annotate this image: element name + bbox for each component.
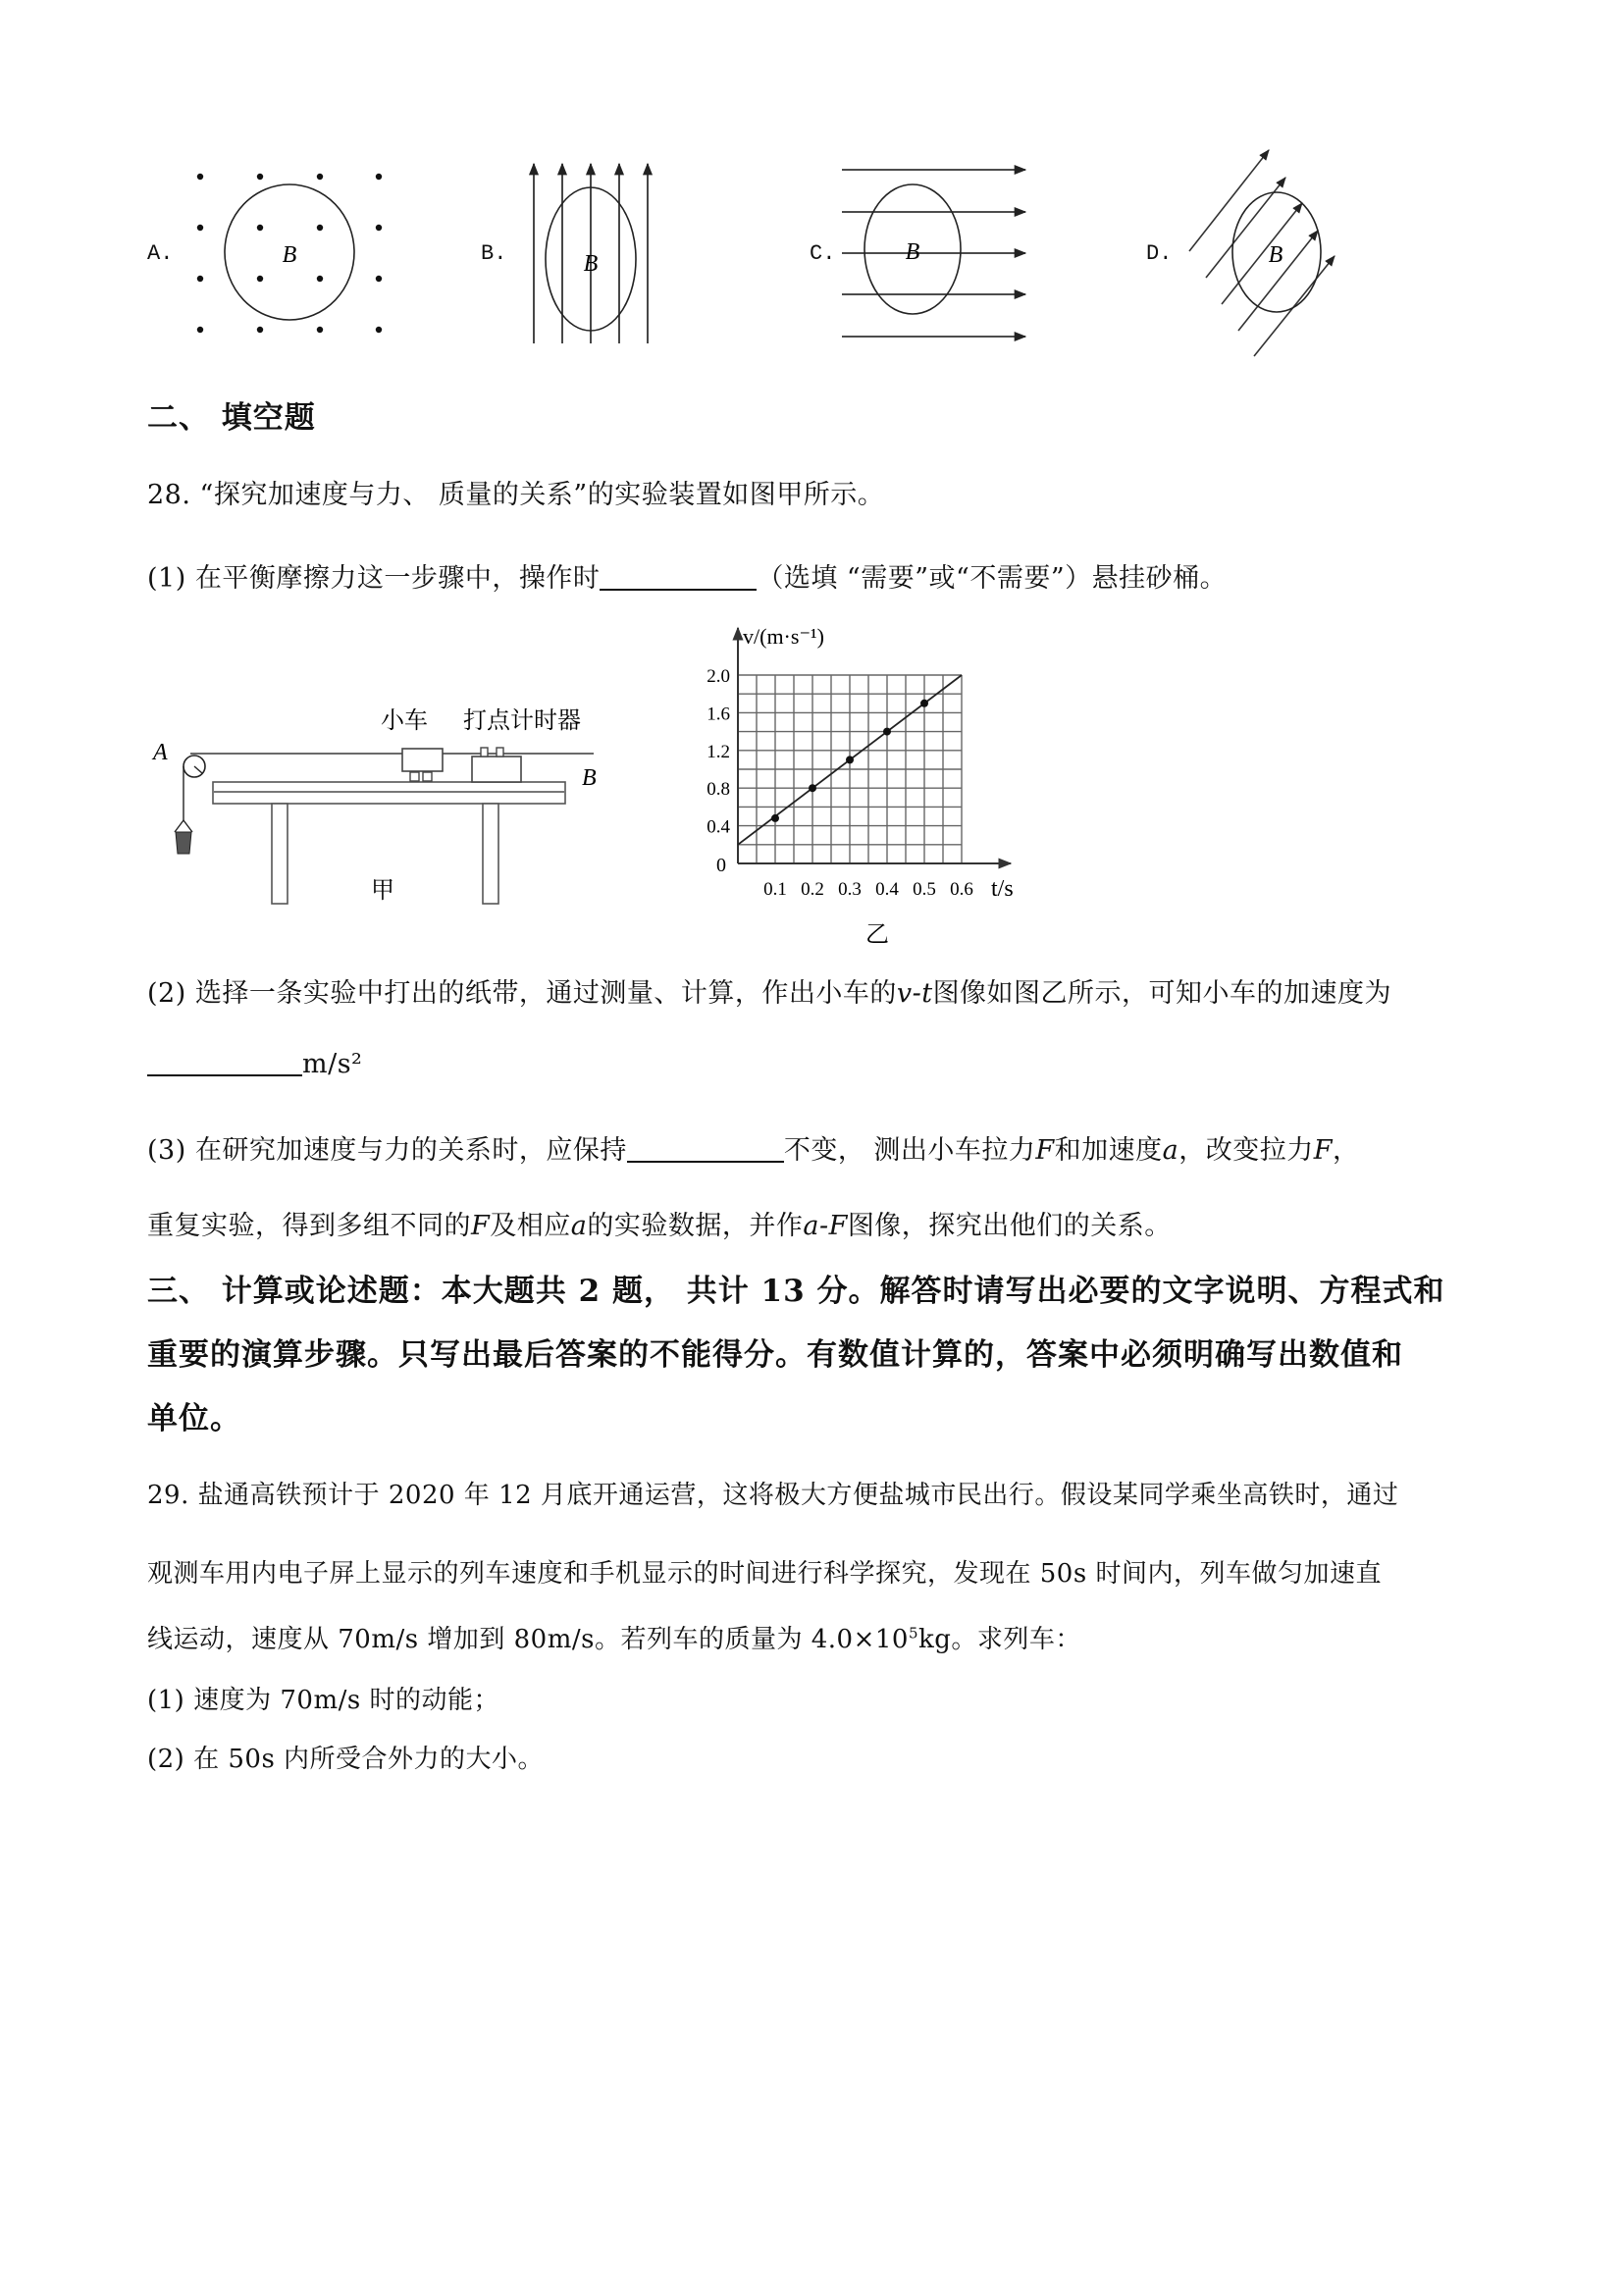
q28-part2-text-b: 图像如图乙所示，可知小车的加速度为 [932, 978, 1392, 1009]
q28-part1-text-b: （选填 “需要”或“不需要”）悬挂砂桶。 [757, 563, 1228, 594]
q28-stem: 28. “探究加速度与力、 质量的关系”的实验装置如图甲所示。 [147, 480, 885, 510]
q29-line2: 观测车用内电子屏上显示的列车速度和手机显示的时间进行科学探究，发现在 50s 时间内，列车做匀加速直 [147, 1559, 1382, 1589]
option-b-label: B. [481, 241, 507, 266]
x-tick-label: 0.6 [950, 879, 973, 900]
option-c-diagram [834, 157, 1060, 353]
symbol-f: F [1035, 1135, 1055, 1166]
x-tick-label: 0.1 [763, 879, 787, 900]
symbol-f: F [1313, 1135, 1333, 1166]
label-cart: 小车 [381, 708, 428, 734]
q29-line3 [147, 1619, 1081, 1655]
q29-line1: 29. 盐通高铁预计于 2020 年 12 月底开通运营，这将极大方便盐城市民出行。假设某同学乘坐高铁时，通过 [147, 1481, 1399, 1510]
q28-part2-answer [147, 1048, 362, 1079]
q28-part3-text-d: ，改变拉力 [1178, 1135, 1314, 1166]
y-tick-label: 0.8 [707, 779, 730, 801]
q28-part3-text-e: ， [1333, 1135, 1360, 1166]
q28-part3-line2 [147, 1204, 1172, 1242]
chart-axes [738, 628, 1011, 863]
q29-sub2: (2) 在 50s 内所受合外力的大小。 [147, 1745, 545, 1774]
y-tick-label: 1.6 [707, 704, 730, 725]
data-point [920, 700, 928, 707]
y-axis-label: v/(m·s⁻¹) [743, 624, 824, 649]
y-tick-label: 0.4 [707, 816, 730, 838]
q28-part2-answer-blank[interactable] [147, 1048, 302, 1076]
field-label: B [282, 242, 297, 268]
label-a: A [153, 740, 168, 765]
q28-part3-answer-blank[interactable] [627, 1134, 784, 1163]
y-tick-label: 2.0 [707, 666, 730, 687]
section3-instructions-line3: 单位。 [147, 1401, 241, 1436]
option-d-label: D. [1146, 241, 1173, 266]
vt-symbol: v-t [896, 978, 933, 1009]
y-tick-label: 1.2 [707, 741, 730, 762]
table-leg [483, 804, 498, 904]
option-a-diagram [177, 157, 422, 353]
option-c-label: C. [810, 241, 836, 266]
q29-exponent: 5 [908, 1624, 919, 1643]
q29-line3-text-a: 线运动，速度从 70m/s 增加到 80m/s。若列车的质量为 4.0×10 [147, 1625, 909, 1654]
q28-part3-text-b: 不变， 测出小车拉力 [783, 1135, 1036, 1166]
q28-part3-text-f: 重复实验，得到多组不同的 [147, 1211, 471, 1241]
cart [402, 749, 443, 771]
table-leg [272, 804, 288, 904]
section-title-fill-in: 二、 填空题 [147, 400, 316, 436]
q29-sub1: (1) 速度为 70m/s 时的动能； [147, 1686, 499, 1715]
q28-part3-text-g: 及相应 [490, 1211, 571, 1241]
option-a-label: A. [147, 241, 174, 266]
data-point [846, 756, 854, 763]
section3-instructions-line2: 重要的演算步骤。只写出最后答案的不能得分。有数值计算的，答案中必须明确写出数值和 [147, 1337, 1403, 1373]
label-b: B [582, 765, 597, 791]
symbol-f: F [471, 1211, 491, 1241]
q28-part2-unit: m/s² [302, 1049, 363, 1079]
figure-apparatus-jia [147, 687, 657, 913]
data-point [809, 784, 816, 792]
ticker-timer [472, 757, 521, 782]
x-tick-label: 0.3 [838, 879, 862, 900]
q28-part3-line1 [147, 1128, 1360, 1167]
caption-jia: 甲 [371, 878, 394, 904]
x-tick-label: 0.5 [913, 879, 936, 900]
field-arrows [842, 170, 1025, 337]
q29-line3-text-b: kg。求列车： [918, 1625, 1081, 1654]
chart-ticks [707, 624, 1013, 948]
q28-part3-text-c: 和加速度 [1054, 1135, 1163, 1166]
symbol-af: a-F [803, 1211, 848, 1241]
x-axis-label: t/s [991, 876, 1014, 902]
field-label: B [905, 239, 920, 265]
q28-part2-text-a: (2) 选择一条实验中打出的纸带，通过测量、计算，作出小车的 [147, 978, 897, 1009]
q28-part1 [147, 556, 1227, 595]
sand-bucket [176, 832, 191, 854]
symbol-a: a [1162, 1135, 1179, 1166]
q28-part1-answer-blank[interactable] [600, 562, 757, 591]
q28-part1-text-a: (1) 在平衡摩擦力这一步骤中，操作时 [147, 563, 601, 594]
option-b-diagrams [510, 152, 736, 363]
q28-part2 [147, 971, 1391, 1010]
x-tick-label: 0.2 [801, 879, 824, 900]
q28-part3-text-i: 图像，探究出他们的关系。 [847, 1211, 1172, 1241]
option-d-diagram [1178, 142, 1413, 368]
data-point [771, 814, 779, 822]
origin-label: 0 [716, 855, 726, 876]
data-point [883, 728, 891, 736]
vt-graph-yi [677, 618, 1050, 962]
q28-part3-text-a: (3) 在研究加速度与力的关系时，应保持 [147, 1135, 627, 1166]
field-label: B [583, 251, 599, 277]
symbol-a: a [570, 1211, 588, 1241]
q28-part3-text-h: 的实验数据，并作 [587, 1211, 804, 1241]
field-label: B [1268, 242, 1283, 268]
x-tick-label: 0.4 [875, 879, 899, 900]
section3-instructions-line1: 三、 计算或论述题：本大题共 2 题， 共计 13 分。解答时请写出必要的文字说明、方程式和 [147, 1274, 1445, 1309]
label-timer: 打点计时器 [463, 708, 581, 734]
field-arrows [1189, 150, 1335, 356]
caption-yi: 乙 [865, 922, 889, 948]
